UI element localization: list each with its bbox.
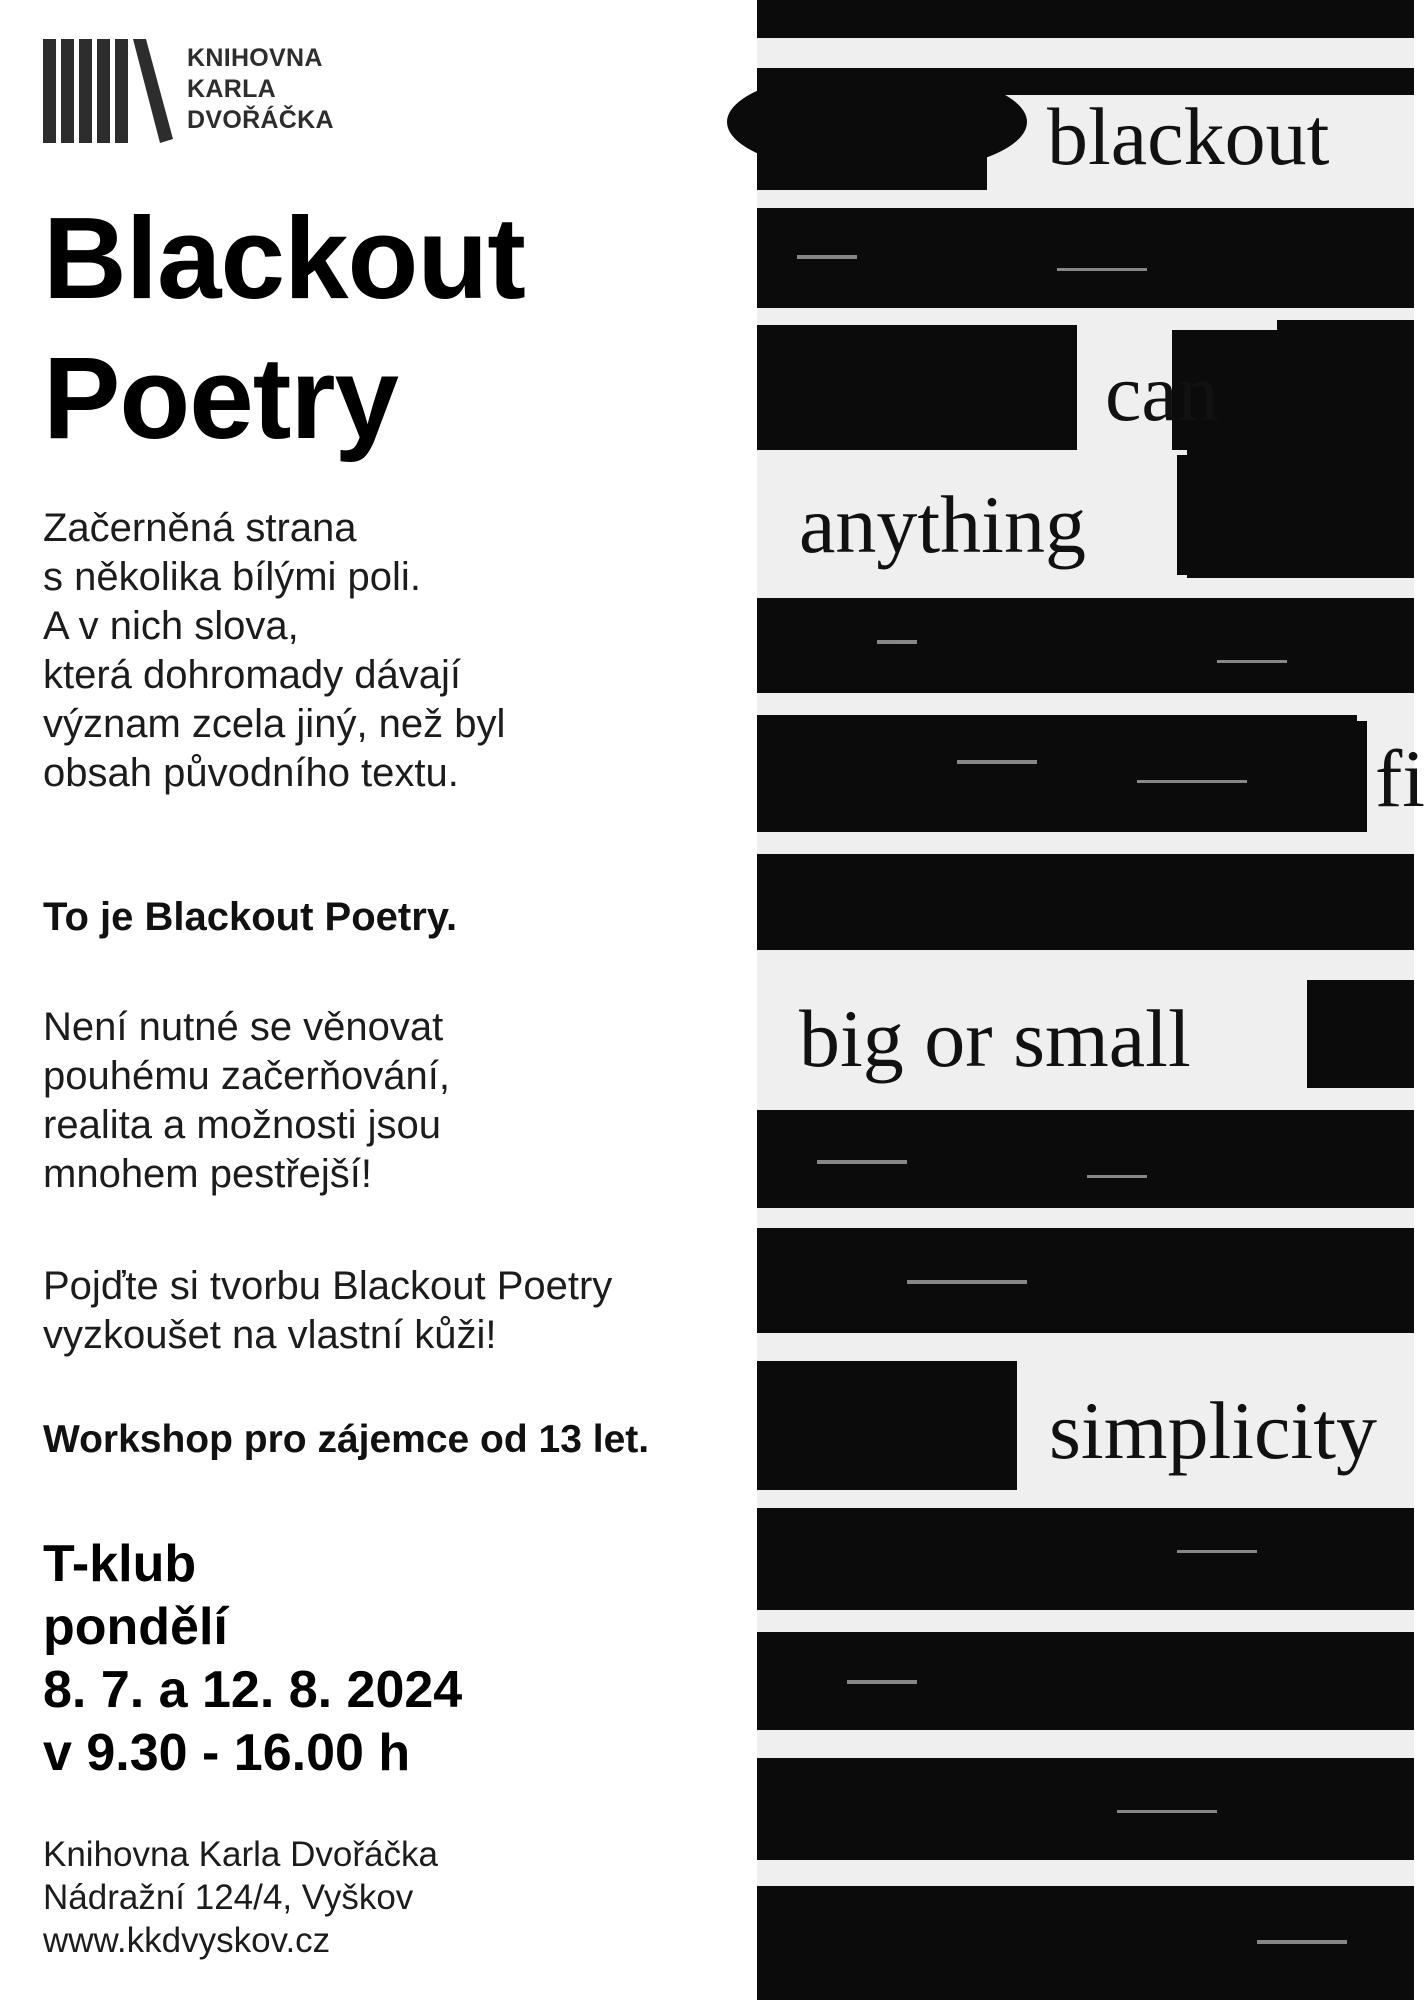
event-dates: 8. 7. a 12. 8. 2024 — [43, 1661, 463, 1719]
books-logo-icon — [43, 39, 173, 143]
event-day: pondělí — [43, 1598, 228, 1656]
intro-line: obsah původního textu. — [43, 751, 459, 795]
age-note: Workshop pro zájemce od 13 let. — [43, 1418, 650, 1461]
artwork-word: anything — [799, 479, 1086, 570]
title-line-2: Poetry — [43, 333, 399, 463]
event-place: T-klub — [43, 1535, 197, 1593]
intro-line: Začerněná strana — [43, 506, 357, 550]
event-time: v 9.30 - 16.00 h — [43, 1724, 411, 1782]
body-paragraph — [43, 1003, 450, 1199]
poster-title — [43, 188, 525, 468]
title-line-1: Blackout — [43, 193, 525, 323]
logo-wordmark — [187, 43, 334, 136]
library-logo — [43, 39, 363, 143]
logo-line: KNIHOVNA — [187, 44, 323, 72]
body-line: mnohem pestřejší! — [43, 1152, 373, 1196]
intro-line: s několika bílými poli. — [43, 555, 421, 599]
body-line: pouhému začerňování, — [43, 1054, 450, 1098]
artwork-word: can — [1105, 347, 1219, 438]
artwork-word: big or small — [799, 993, 1191, 1084]
address-street: Nádražní 124/4, Vyškov — [43, 1878, 414, 1917]
intro-paragraph — [43, 504, 505, 798]
artwork-word: simplicity — [1049, 1385, 1377, 1476]
body-line: Není nutné se věnovat — [43, 1005, 444, 1049]
intro-line: A v nich slova, — [43, 604, 299, 648]
library-address — [43, 1833, 438, 1962]
intro-line: která dohromady dávají — [43, 653, 462, 697]
body-line: realita a možnosti jsou — [43, 1103, 441, 1147]
artwork-word: fi — [1375, 733, 1425, 824]
blackout-poetry-artwork — [757, 0, 1425, 2000]
address-name: Knihovna Karla Dvořáčka — [43, 1835, 438, 1874]
artwork-word: blackout — [1047, 91, 1330, 182]
address-web: www.kkdvyskov.cz — [43, 1921, 331, 1960]
invite-paragraph — [43, 1262, 612, 1360]
intro-line: význam zcela jiný, než byl — [43, 702, 506, 746]
invite-line: Pojďte si tvorbu Blackout Poetry — [43, 1264, 613, 1308]
logo-line: KARLA — [187, 75, 276, 103]
logo-line: DVOŘÁČKA — [187, 106, 334, 134]
invite-line: vyzkoušet na vlastní kůži! — [43, 1313, 497, 1357]
tagline: To je Blackout Poetry. — [43, 895, 458, 939]
event-details — [43, 1533, 462, 1785]
